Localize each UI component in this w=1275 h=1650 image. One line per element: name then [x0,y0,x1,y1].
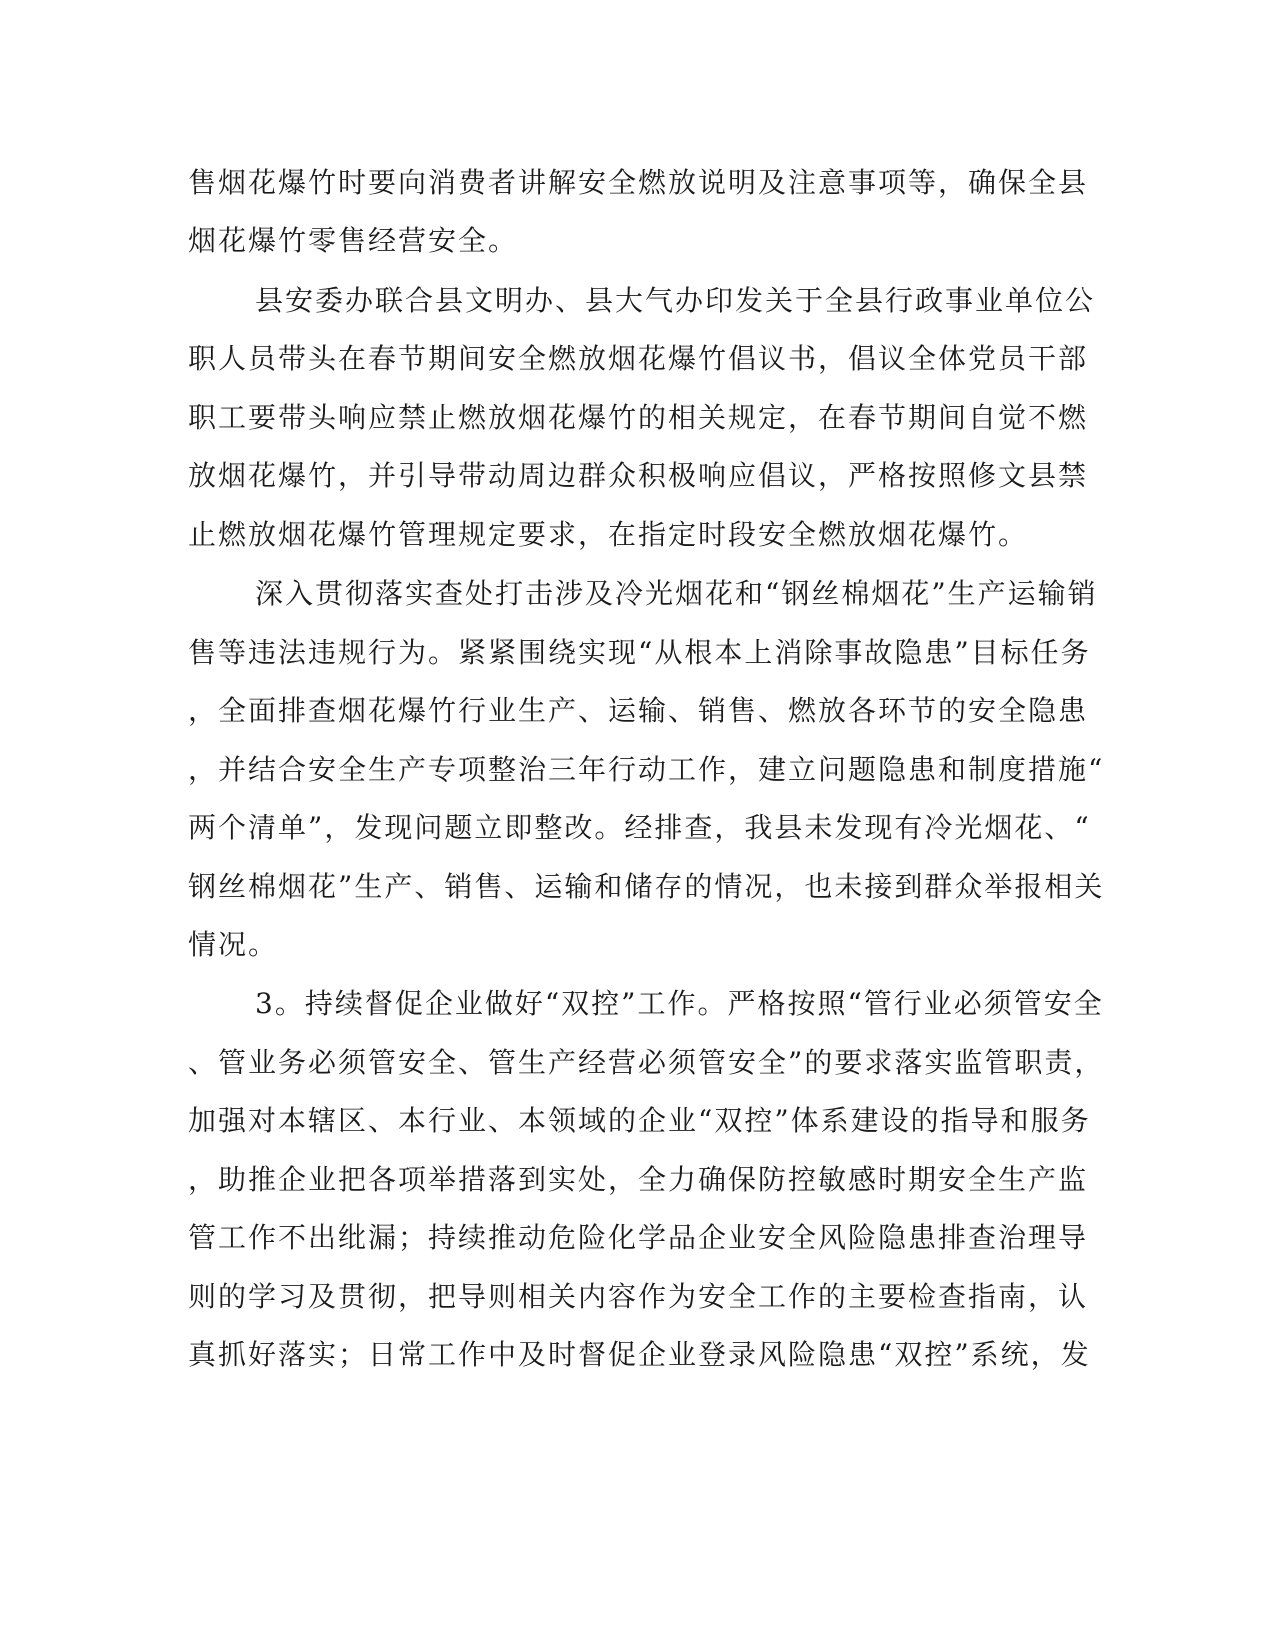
paragraph-first-line: 县安委办联合县文明办、县大气办印发关于全县行政事业单位公 [255,284,1096,317]
text-line: 放烟花爆竹，并引导带动周边群众积极响应倡议，严格按照修文县禁 [188,459,1089,492]
text-line: 烟花爆竹零售经营安全。 [188,224,519,257]
text-line: 、管业务必须管安全、管生产经营必须管安全”的要求落实监管职责， [188,1046,1105,1079]
text-line: 职人员带头在春节期间安全燃放烟花爆竹倡议书，倡议全体党员干部 [188,342,1089,375]
paragraph-first-line: 3。持续督促企业做好“双控”工作。严格按照“管行业必须管安全 [255,987,1104,1020]
text-line: 则的学习及贯彻，把导则相关内容作为安全工作的主要检查指南，认 [188,1280,1089,1313]
text-line: 售烟花爆竹时要向消费者讲解安全燃放说明及注意事项等，确保全县 [188,166,1089,199]
text-line: 售等违法违规行为。紧紧围绕实现“从根本上消除事故隐患”目标任务 [188,636,1091,669]
text-line: 真抓好落实；日常工作中及时督促企业登录风险隐患“双控”系统，发 [188,1338,1091,1371]
text-line: 加强对本辖区、本行业、本领域的企业“双控”体系建设的指导和服务 [188,1104,1091,1137]
paragraph-first-line: 深入贯彻落实查处打击涉及冷光烟花和“钢丝棉烟花”生产运输销 [255,577,1098,610]
text-line: 情况。 [188,928,279,961]
text-line: ，并结合安全生产专项整治三年行动工作，建立问题隐患和制度措施“ [188,753,1105,786]
text-line: ，全面排查烟花爆竹行业生产、运输、销售、燃放各环节的安全隐患 [188,694,1089,727]
text-line: 两个清单”，发现问题立即整改。经排查，我县未发现有冷光烟花、“ [188,811,1091,844]
text-line: 钢丝棉烟花”生产、销售、运输和储存的情况，也未接到群众举报相关 [188,870,1105,903]
text-line: ，助推企业把各项举措落到实处，全力确保防控敏感时期安全生产监 [188,1163,1089,1196]
text-line: 管工作不出纰漏；持续推动危险化学品企业安全风险隐患排查治理导 [188,1221,1089,1254]
text-line: 止燃放烟花爆竹管理规定要求，在指定时段安全燃放烟花爆竹。 [188,518,1029,551]
text-line: 职工要带头响应禁止燃放烟花爆竹的相关规定，在春节期间自觉不燃 [188,401,1089,434]
